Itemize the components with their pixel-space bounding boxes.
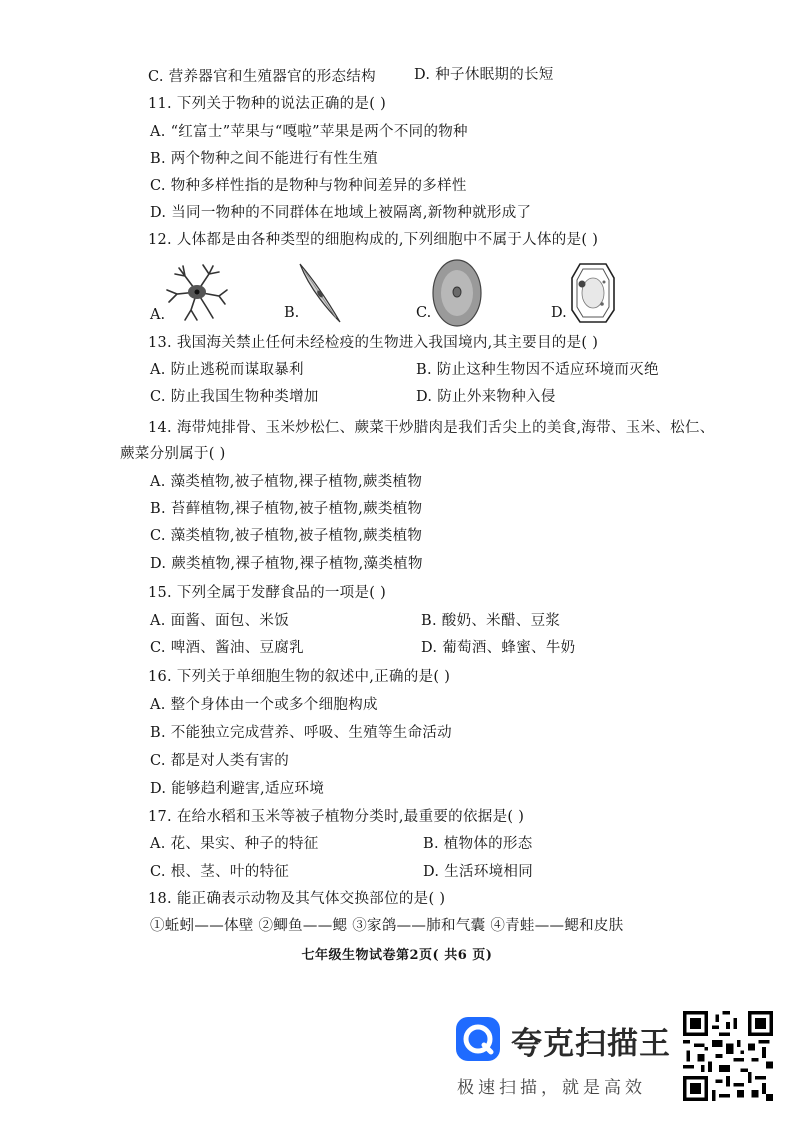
scanner-watermark xyxy=(455,1010,675,1100)
q11-option-c: C. 物种多样性指的是物种与物种间差异的多样性 xyxy=(150,178,467,194)
neuron-cell-image xyxy=(163,262,231,324)
q14-option-d: D. 蕨类植物,裸子植物,裸子植物,藻类植物 xyxy=(150,556,423,572)
q15-option-c: C. 啤酒、酱油、豆腐乳 xyxy=(150,640,304,656)
plant-cell-image xyxy=(568,260,618,326)
smooth-muscle-cell-image xyxy=(296,260,344,326)
q12-stem: 12. 人体都是由各种类型的细胞构成的,下列细胞中不属于人体的是( ) xyxy=(148,232,599,248)
qr-code-icon xyxy=(683,1011,773,1101)
q13-option-b: B. 防止这种生物因不适应环境而灭绝 xyxy=(416,362,659,378)
page-footer: 七年级生物试卷第2页( 共6 页) xyxy=(301,948,493,963)
q15-stem: 15. 下列全属于发酵食品的一项是( ) xyxy=(148,585,387,601)
brand-slogan: 极速扫描，就是高效 xyxy=(457,1078,646,1098)
q13-option-c: C. 防止我国生物种类增加 xyxy=(150,389,319,405)
q16-option-a: A. 整个身体由一个或多个细胞构成 xyxy=(150,697,378,713)
q17-option-b: B. 植物体的形态 xyxy=(423,836,533,852)
q17-stem: 17. 在给水稻和玉米等被子植物分类时,最重要的依据是( ) xyxy=(148,809,525,825)
q12-option-c-label: C. xyxy=(416,305,432,321)
q16-option-d: D. 能够趋利避害,适应环境 xyxy=(150,781,325,797)
q12-image-options xyxy=(0,258,794,330)
q16-option-b: B. 不能独立完成营养、呼吸、生殖等生命活动 xyxy=(150,725,452,741)
q17-option-d: D. 生活环境相同 xyxy=(423,864,534,880)
q13-option-d: D. 防止外来物种入侵 xyxy=(416,389,556,405)
epithelial-cell-image xyxy=(430,258,484,328)
q11-option-d: D. 当同一物种的不同群体在地域上被隔离,新物种就形成了 xyxy=(150,205,532,221)
q16-stem: 16. 下列关于单细胞生物的叙述中,正确的是( ) xyxy=(148,669,451,685)
q15-option-a: A. 面酱、面包、米饭 xyxy=(150,613,289,629)
q11-stem: 11. 下列关于物种的说法正确的是( ) xyxy=(148,96,387,112)
q14-stem-line2: 蕨菜分别属于( ) xyxy=(120,446,226,462)
q13-stem: 13. 我国海关禁止任何未经检疫的生物进入我国境内,其主要目的是( ) xyxy=(148,335,599,351)
q17-option-c: C. 根、茎、叶的特征 xyxy=(150,864,290,880)
q11-option-a: A. “红富士”苹果与“嘎啦”苹果是两个不同的物种 xyxy=(150,124,468,140)
q15-option-b: B. 酸奶、米醋、豆浆 xyxy=(421,613,561,629)
q12-option-a-label: A. xyxy=(150,307,166,323)
q14-option-b: B. 苔藓植物,裸子植物,被子植物,蕨类植物 xyxy=(150,501,423,517)
q18-statements: ①蚯蚓——体壁 ②鲫鱼——鳃 ③家鸽——肺和气囊 ④青蛙——鳃和皮肤 xyxy=(150,918,624,934)
q11-option-b: B. 两个物种之间不能进行有性生殖 xyxy=(150,151,378,167)
q14-stem-line1: 14. 海带炖排骨、玉米炒松仁、蕨菜干炒腊肉是我们舌尖上的美食,海带、玉米、松仁、 xyxy=(148,420,715,436)
q10-option-d: D. 种子休眠期的长短 xyxy=(414,67,554,83)
quark-logo-icon xyxy=(455,1016,501,1062)
q15-option-d: D. 葡萄酒、蜂蜜、牛奶 xyxy=(421,640,576,656)
q13-option-a: A. 防止逃税而谋取暴利 xyxy=(150,362,304,378)
q12-option-d-label: D. xyxy=(551,305,567,321)
q17-option-a: A. 花、果实、种子的特征 xyxy=(150,836,319,852)
q14-option-a: A. 藻类植物,被子植物,裸子植物,蕨类植物 xyxy=(150,474,423,490)
brand-name: 夸克扫描王 xyxy=(511,1026,671,1062)
q14-option-c: C. 藻类植物,被子植物,被子植物,蕨类植物 xyxy=(150,528,423,544)
q16-option-c: C. 都是对人类有害的 xyxy=(150,753,290,769)
q12-option-b-label: B. xyxy=(284,305,300,321)
q18-stem: 18. 能正确表示动物及其气体交换部位的是( ) xyxy=(148,891,446,907)
q10-option-c: C. 营养器官和生殖器官的形态结构 xyxy=(148,69,376,85)
